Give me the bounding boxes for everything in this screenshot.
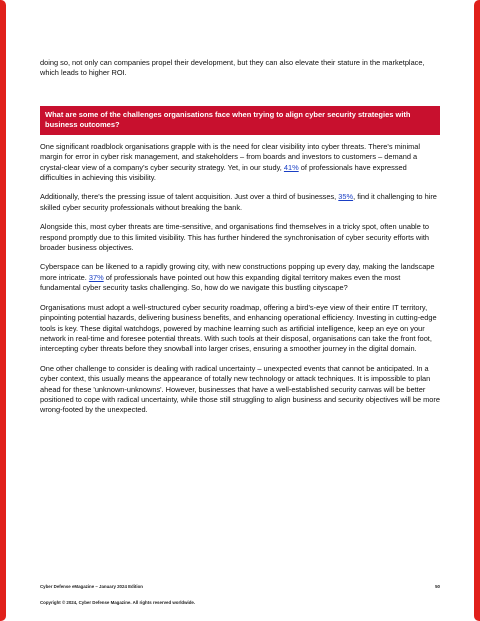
stat-link-35[interactable]: 35% [338,192,354,202]
paragraph-text: One significant roadblock organisations grapple with is the need for clear visibility into cyber threats. There's minimal margin for error in cyber risk management, and stakeholders – from boards and investors to customers – demand a crystal-clear view of a company's cyber security strategy. Yet, in our study, [40,141,421,172]
paragraph-roadmap: Organisations must adopt a well-structured cyber security roadmap, offering a bird's-eye view of their entire IT territory, pinpointing potential hazards, delivering business benefits, and enhancing operational efficiency. Investing in cutting-edge tools is key. These digital watchdogs, powered by machine learning such as artificial intelligence, keep an eye on your network in real-time and foresee potential threats. With such tools at their disposal, organisations can take the front foot, intercepting cyber threats before they snowball into larger crises, ensuring a smoother journey in the digital domain. [40,302,437,354]
left-edge-bar [0,0,6,621]
stat-link-37[interactable]: 37% [88,272,104,282]
section-heading: What are some of the challenges organisations face when trying to align cyber security strategies with business outcomes? [40,106,440,135]
paragraph-text: of professionals have expressed difficulties in achieving this visibility. [40,162,407,183]
paragraph-uncertainty: One other challenge to consider is dealing with radical uncertainty – unexpected events that cannot be anticipated. In a cyber context, this usually means the appearance of totally new technology or attack techniques. It is impossible to plan ahead for these 'unknown-unknowns'. However, businesses that have a well-established security canvas will be better positioned to cope with radical uncertainty, while those still struggling to align business and security objectives will be more wrong-footed by the unexpected. [40,363,440,415]
paragraph-cyberspace [40,262,440,293]
right-edge-bar [474,0,480,621]
page-number: 50 [435,584,440,589]
paragraph-text: Additionally, there's the pressing issue of talent acquisition. Just over a third of businesses, [40,192,339,202]
paragraph-text: Cyberspace can be likened to a rapidly growing city, with new constructions popping up every day, making the landscape more intricate. [40,262,435,282]
intro-paragraph: doing so, not only can companies propel their development, but they can also elevate their stature in the marketplace, which leads to higher ROI. [40,58,425,78]
paragraph-talent [40,192,440,213]
article-body [40,58,440,425]
paragraph-text: , find it challenging to hire skilled cyber security professionals without breaking the bank. [40,192,437,212]
publication-name: Cyber Defense eMagazine – January 2024 Edition [40,584,143,589]
paragraph-text: of professionals have pointed out how this expanding digital territory makes even the most fundamental cyber security tasks challenging. So, how do we navigate this bustling cityscape? [40,272,401,293]
copyright-notice: Copyright © 2024, Cyber Defense Magazine. All rights reserved worldwide. [40,600,196,605]
footer [40,584,440,589]
stat-link-41[interactable]: 41% [283,162,299,172]
paragraph-visibility [40,142,440,184]
paragraph-time-sensitive: Alongside this, most cyber threats are time-sensitive, and organisations find themselves in a tricky spot, often unable to respond promptly due to this limited visibility. This has further hindered the synchronisation of cyber security efforts with broader business objectives. [40,222,430,253]
